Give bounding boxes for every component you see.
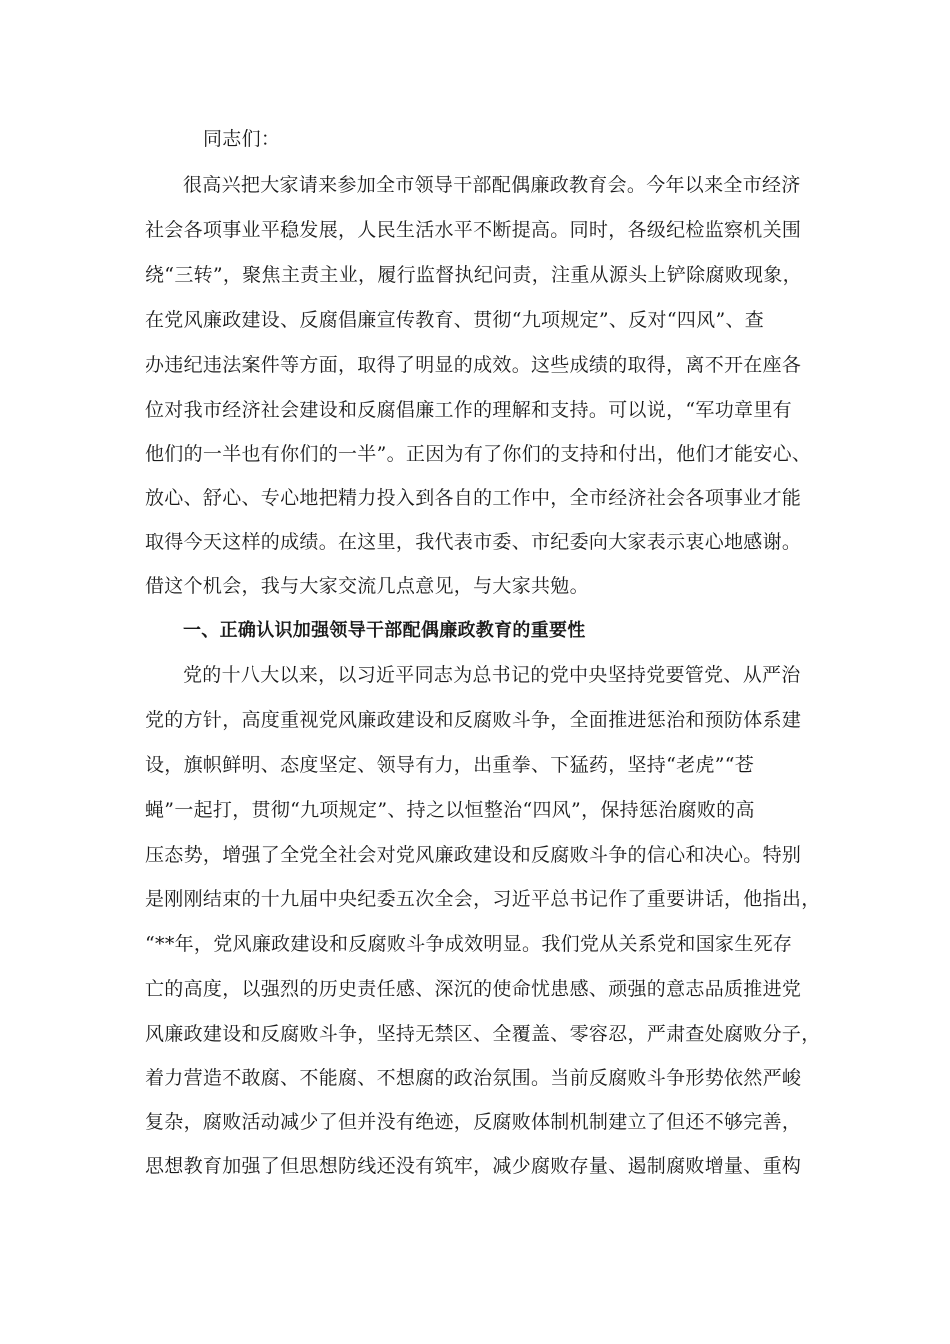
paragraph-1-line: 取得今天这样的成绩。在这里，我代表市委、市纪委向大家表示衷心地感谢。 — [145, 531, 802, 553]
paragraph-2-line: 是刚刚结束的十九届中央纪委五次全会，习近平总书记作了重要讲话，他指出， — [145, 888, 821, 910]
paragraph-2-line: 风廉政建设和反腐败斗争，坚持无禁区、全覆盖、零容忍，严肃查处腐败分子， — [145, 1023, 821, 1045]
paragraph-2-line: 党的十八大以来，以习近平同志为总书记的党中央坚持党要管党、从严治 — [183, 664, 801, 686]
paragraph-1-line: 位对我市经济社会建设和反腐倡廉工作的理解和支持。可以说，“军功章里有 — [145, 399, 792, 421]
paragraph-2-line: 着力营造不敢腐、不能腐、不想腐的政治氛围。当前反腐败斗争形势依然严峻 — [145, 1067, 802, 1089]
paragraph-1-line: 社会各项事业平稳发展，人民生活水平不断提高。同时，各级纪检监察机关围 — [145, 219, 802, 241]
paragraph-2-line: 思想教育加强了但思想防线还没有筑牢，减少腐败存量、遏制腐败增量、重构 — [145, 1155, 802, 1177]
greeting-line: 同志们： — [203, 128, 281, 150]
paragraph-2-line: 复杂，腐败活动减少了但并没有绝迹，反腐败体制机制建立了但还不够完善， — [145, 1111, 802, 1133]
paragraph-1-line: 放心、舒心、专心地把精力投入到各自的工作中，全市经济社会各项事业才能 — [145, 487, 802, 509]
paragraph-1-line: 借这个机会，我与大家交流几点意见，与大家共勉。 — [145, 575, 589, 597]
paragraph-1-line: 在党风廉政建设、反腐倡廉宣传教育、贯彻“九项规定”、反对“四风”、查 — [145, 309, 765, 331]
paragraph-2-line: 设，旗帜鲜明、态度坚定、领导有力，出重拳、下猛药，坚持“老虎”“苍 — [145, 754, 755, 776]
paragraph-2-line: 压态势，增强了全党全社会对党风廉政建设和反腐败斗争的信心和决心。特别 — [145, 844, 802, 866]
section-heading: 一、正确认识加强领导干部配偶廉政教育的重要性 — [183, 620, 586, 641]
paragraph-1-line: 很高兴把大家请来参加全市领导干部配偶廉政教育会。今年以来全市经济 — [183, 174, 801, 196]
paragraph-2-line: 亡的高度，以强烈的历史责任感、深沉的使命忧患感、顽强的意志品质推进党 — [145, 978, 802, 1000]
paragraph-2-line: “**年，党风廉政建设和反腐败斗争成效明显。我们党从关系党和国家生死存 — [145, 933, 793, 955]
paragraph-1-line: 办违纪违法案件等方面，取得了明显的成效。这些成绩的取得，离不开在座各 — [145, 354, 802, 376]
paragraph-1-line: 绕“三转”，聚焦主责主业，履行监督执纪问责，注重从源头上铲除腐败现象， — [145, 264, 802, 286]
paragraph-2-line: 蝇”一起打，贯彻“九项规定”、持之以恒整治“四风”，保持惩治腐败的高 — [145, 799, 755, 821]
paragraph-2-line: 党的方针，高度重视党风廉政建设和反腐败斗争，全面推进惩治和预防体系建 — [145, 709, 802, 731]
paragraph-1-line: 他们的一半也有你们的一半”。正因为有了你们的支持和付出，他们才能安心、 — [145, 443, 812, 465]
